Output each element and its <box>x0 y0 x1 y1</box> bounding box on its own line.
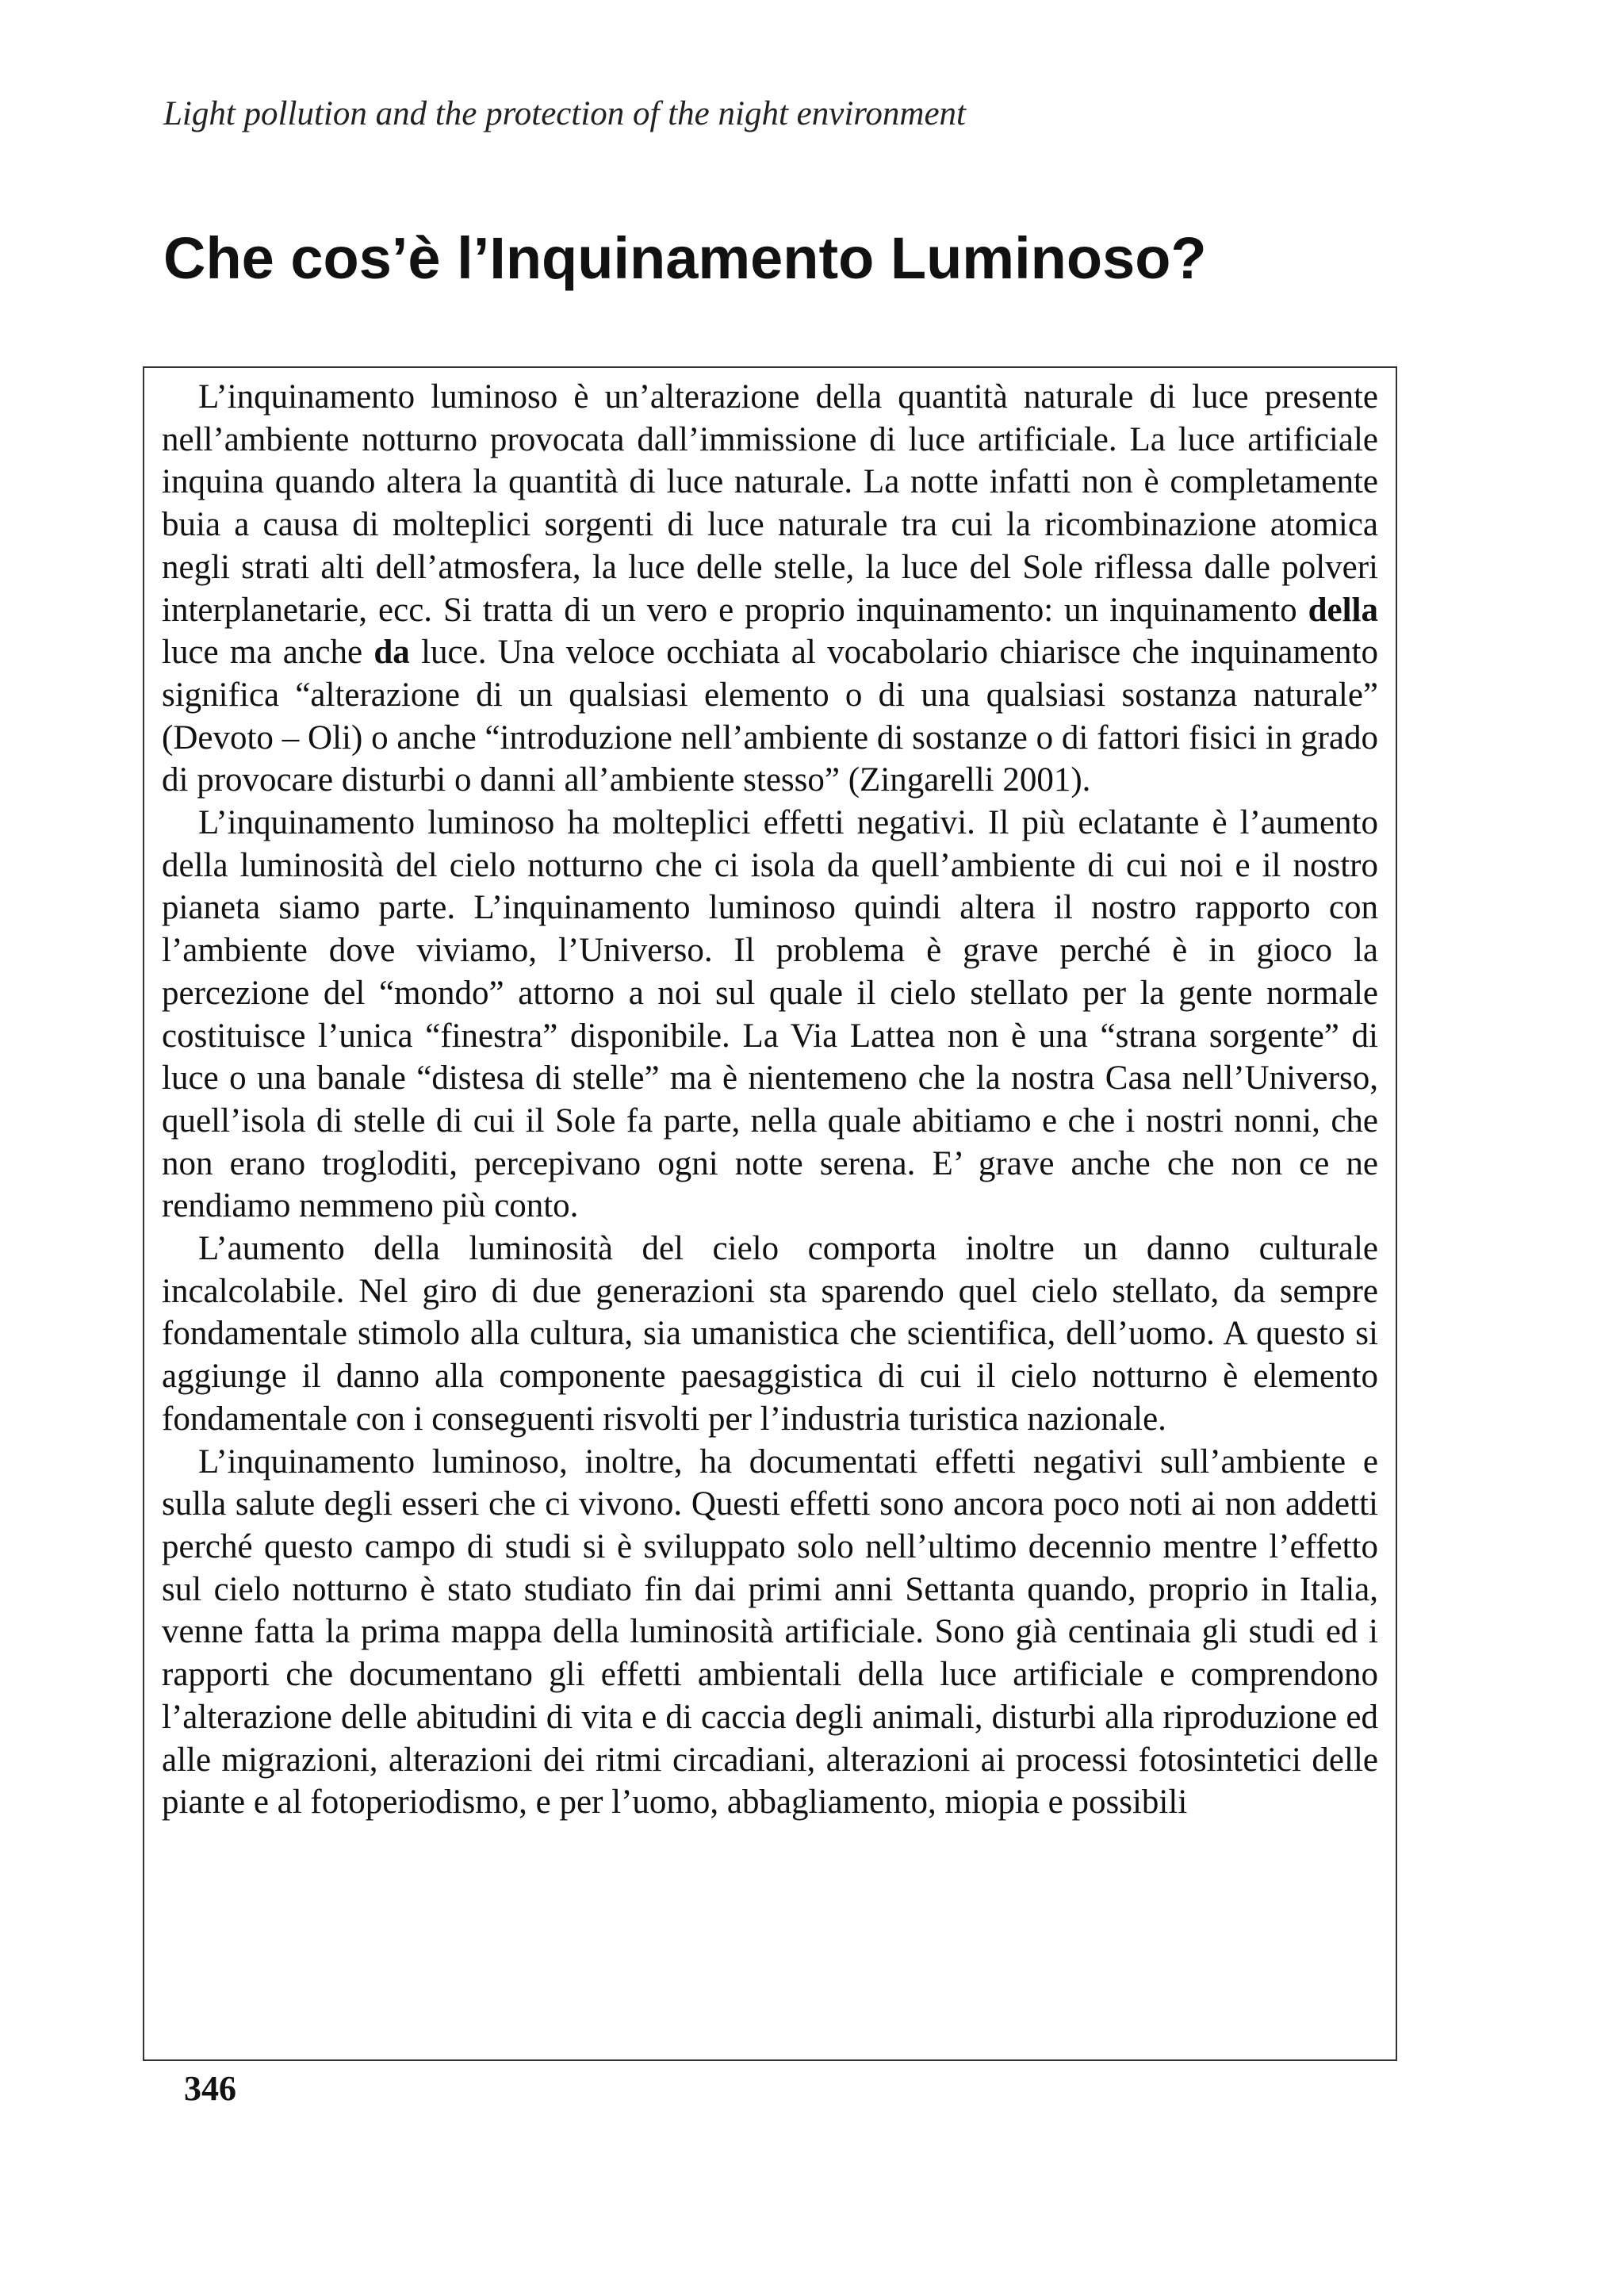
paragraph-1-text-a: L’inquinamento luminoso è un’alterazione della quantità naturale di luce presente nell’ambiente notturno provocata dall’immissione di luce artificiale. La luce artificiale inquina quando altera la quantità di luce naturale. La notte infatti non è completamente buia a causa di molteplici sorgenti di luce naturale tra cui la ricombinazione atomica negli strati alti dell’atmosfera, la luce delle stelle, la luce del Sole riflessa dalle polveri interplanetarie, ecc. Si tratta di un vero e proprio inquinamento: un inquinamento <box>162 378 1378 629</box>
paragraph-3: L’aumento della luminosità del cielo comporta inoltre un danno culturale incalcolabile. Nel giro di due generazioni sta sparendo quel cielo stellato, da sempre fondamentale stimolo alla cultura, sia umanistica che scientifica, dell’uomo. A questo si aggiunge il danno alla componente paesaggistica di cui il cielo notturno è elemento fondamentale con i conseguenti risvolti per l’industria turistica nazionale. <box>162 1230 1378 1438</box>
running-head: Light pollution and the protection of the night environment <box>163 95 966 132</box>
bold-word-della: della <box>1308 591 1378 629</box>
paragraph-1-text-b: luce ma anche <box>162 634 374 672</box>
paragraph-1 <box>162 376 1378 802</box>
paragraph-2: L’inquinamento luminoso ha molteplici effetti negativi. Il più eclatante è l’aumento della luminosità del cielo notturno che ci isola da quell’ambiente di cui noi e il nostro pianeta siamo parte. L’inquinamento luminoso quindi altera il nostro rapporto con l’ambiente dove viviamo, l’Universo. Il problema è grave perché è in gioco la percezione del “mondo” attorno a noi sul quale il cielo stellato per la gente normale costituisce l’unica “finestra” disponibile. La Via Lattea non è una “strana sorgente” di luce o una banale “distesa di stelle” ma è nientemeno che la nostra Casa nell’Universo, quell’isola di stelle di cui il Sole fa parte, nella quale abitiamo e che i nostri nonni, che non erano trogloditi, percepivano ogni notte serena. E’ grave anche che non ce ne rendiamo nemmeno più conto. <box>162 804 1378 1225</box>
page-title: Che cos’è l’Inquinamento Luminoso? <box>163 225 1207 291</box>
paragraph-1-text-c: luce. Una veloce occhiata al vocabolario chiarisce che inquinamento significa “alterazione di un qualsiasi elemento o di una qualsiasi sostanza naturale” (Devoto – Oli) o anche “introduzione nell’ambiente di sostanze o di fattori fisici in grado di provocare disturbi o danni all’ambiente stesso” (Zingarelli 2001). <box>162 634 1378 799</box>
paragraph-4: L’inquinamento luminoso, inoltre, ha documentati effetti negativi sull’ambiente e sulla salute degli esseri che ci vivono. Questi effetti sono ancora poco noti ai non addetti perché questo campo di studi si è sviluppato solo nell’ultimo decennio mentre l’effetto sul cielo notturno è stato studiato fin dai primi anni Settanta quando, proprio in Italia, venne fatta la prima mappa della luminosità artificiale. Sono già centinaia gli studi ed i rapporti che documentano gli effetti ambientali della luce artificiale e comprendono l’alterazione delle abitudini di vita e di caccia degli animali, disturbi alla riproduzione ed alle migrazioni, alterazioni dei ritmi circadiani, alterazioni ai processi fotosintetici delle piante e al fotoperiodismo, e per l’uomo, abbagliamento, miopia e possibili <box>162 1442 1378 1822</box>
bold-word-da: da <box>373 634 410 672</box>
page-number: 346 <box>184 2069 236 2108</box>
text-box <box>143 366 1397 2061</box>
